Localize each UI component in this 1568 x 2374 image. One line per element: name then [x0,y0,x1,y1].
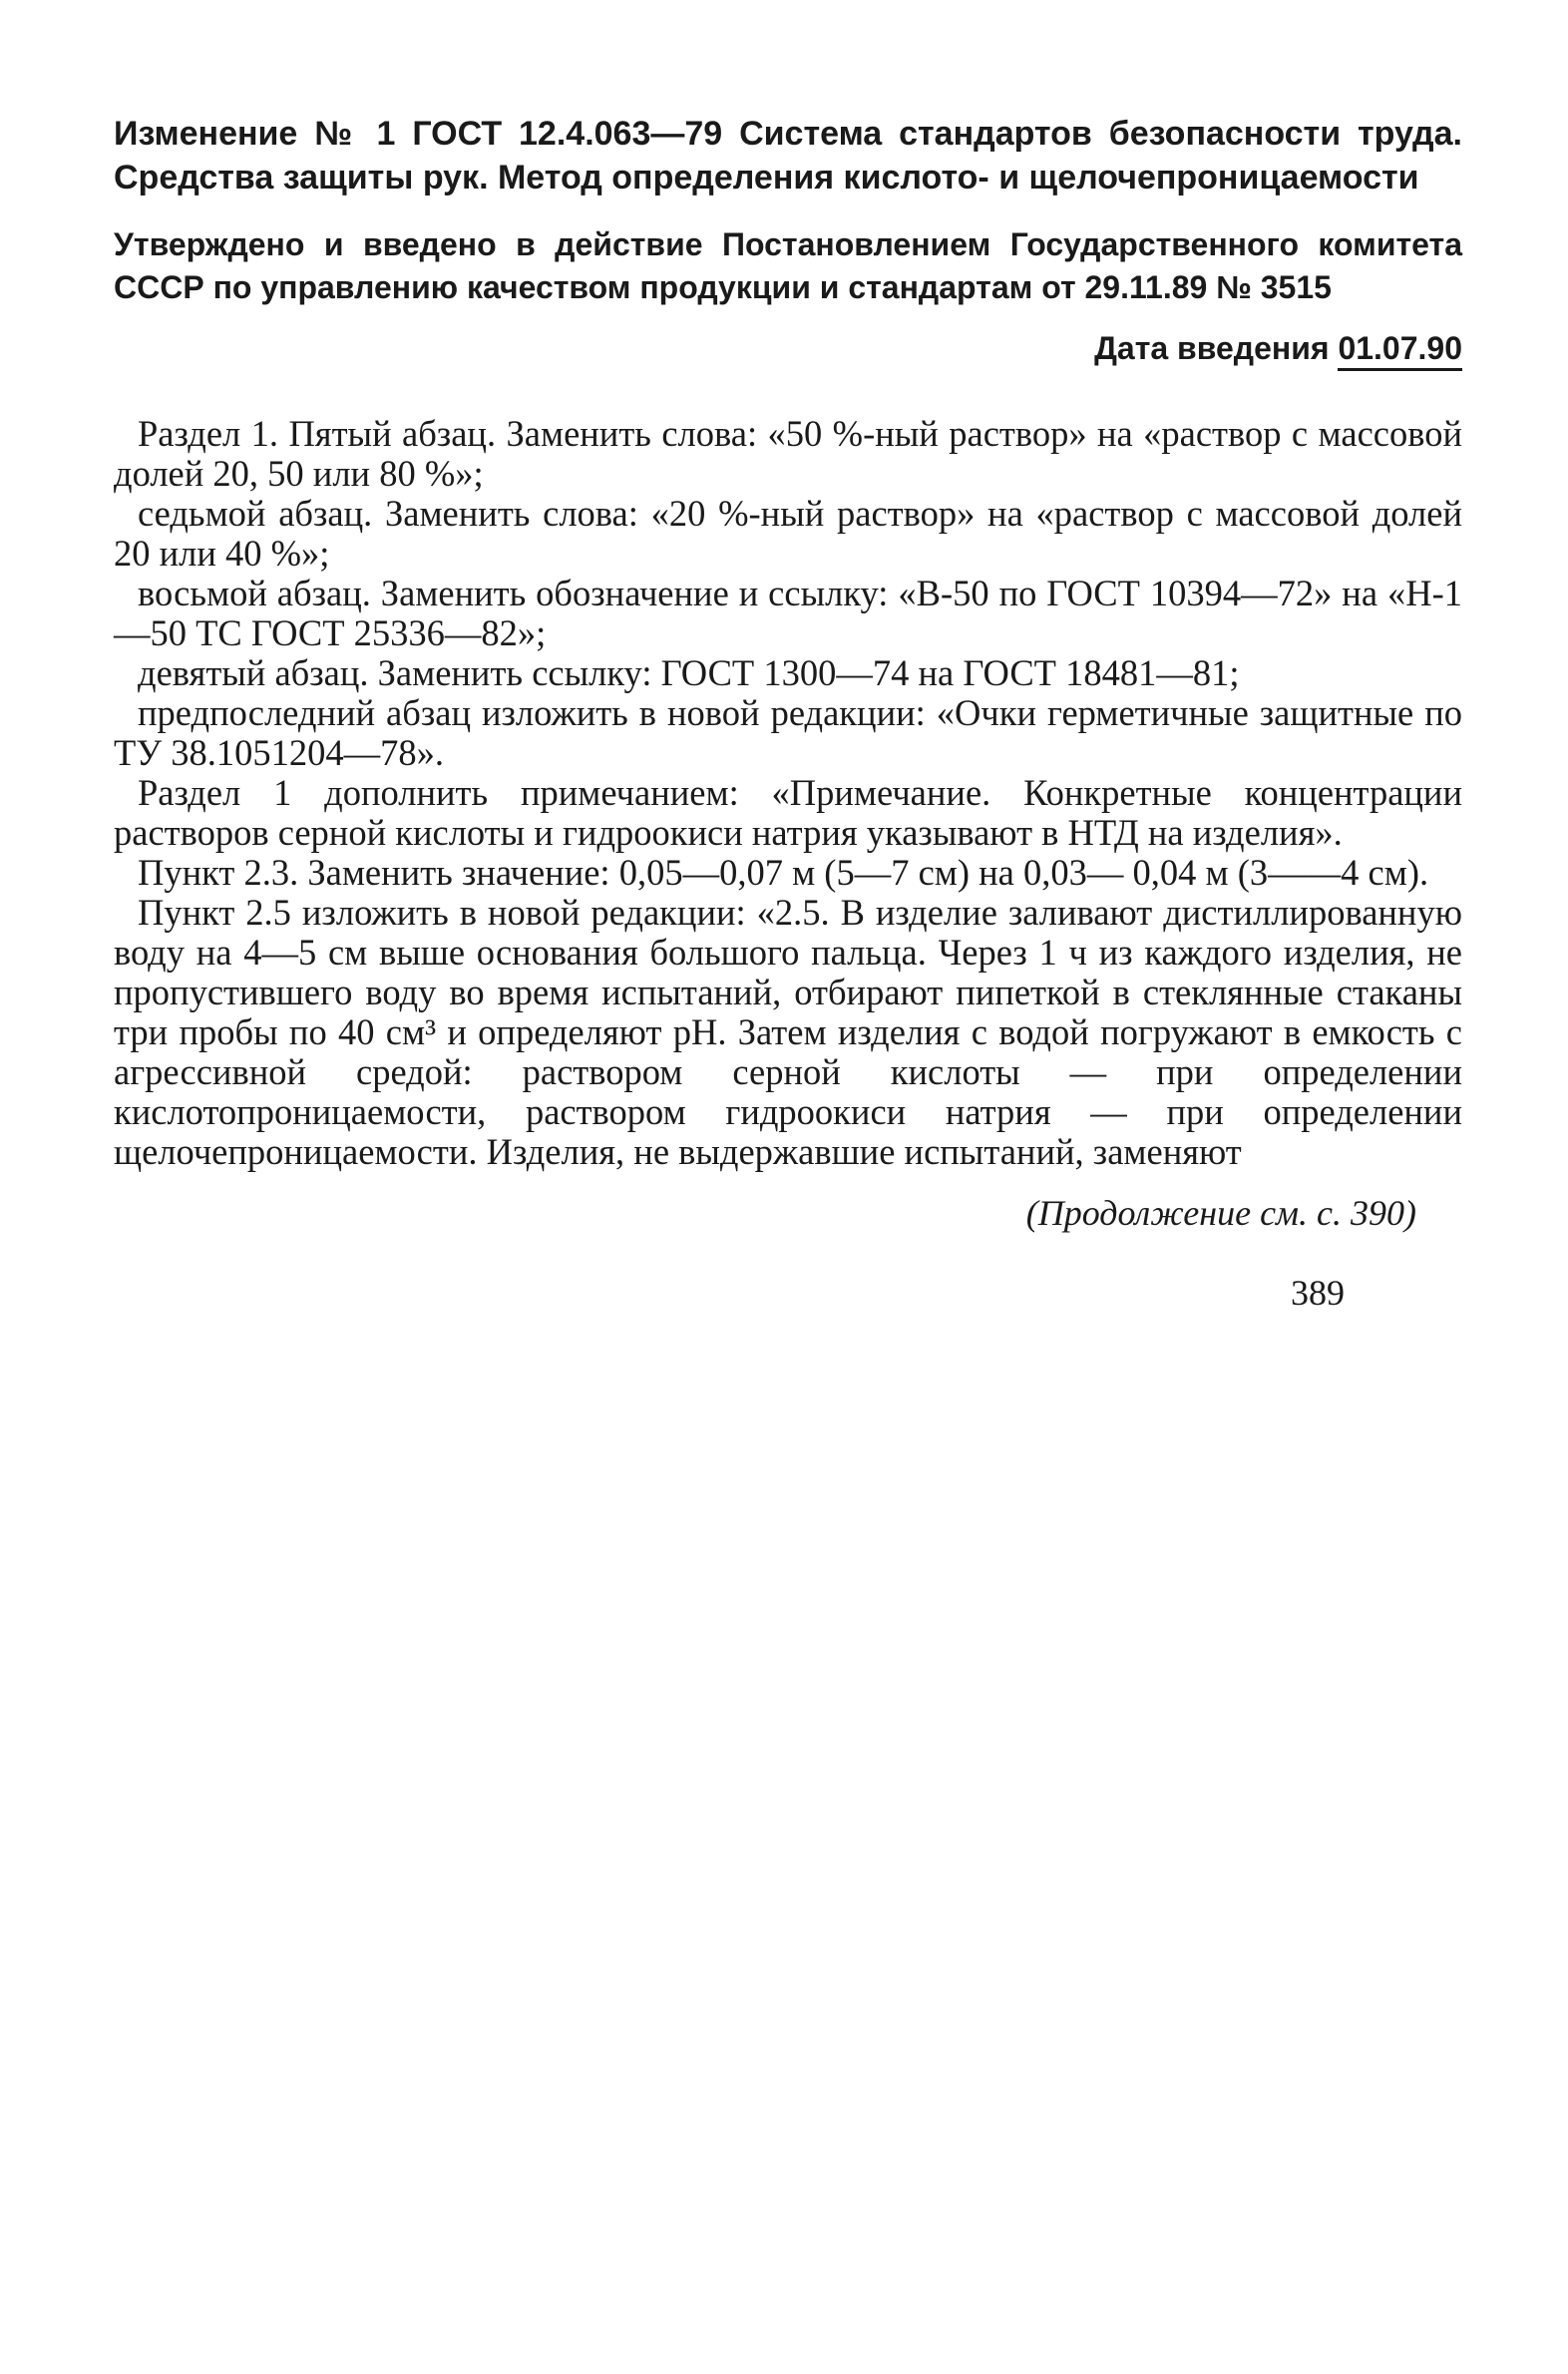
continuation-note: (Продолжение см. с. 390) [1025,1193,1416,1233]
approval-statement: Утверждено и введено в действие Постановлением Государственного комитета СССР по управлению качеством продукции и стандартам от 29.11.89 № 3515 [114,226,1462,305]
paragraph: Пункт 2.5 изложить в новой редакции: «2.5. В изделие заливают дистиллированную воду на 4—5 см выше основания большого пальца. Через 1 ч из каждого изделия, не пропустившего воду во время испытаний, отбирают пипеткой в стеклянные стаканы три пробы по 40 см³ и определяют pH. Затем изделия с водой погружают в емкость с агрессивной средой: раствором серной кислоты — при определении кислотопроницаемости, раствором гидроокиси натрия — при определении щелочепроницаемости. Изделия, не выдержавшие испытаний, заменяют [114,892,1462,1172]
page-number: 389 [1291,1273,1345,1313]
paragraph: девятый абзац. Заменить ссылку: ГОСТ 1300—74 на ГОСТ 18481—81; [138,652,1240,693]
introduction-date-value: 01.07.90 [1338,330,1462,371]
introduction-date [114,327,1462,370]
introduction-date-label: Дата введения [1094,330,1330,366]
paragraph: восьмой абзац. Заменить обозначение и ссылку: «В-50 по ГОСТ 10394—72» на «Н-1—50 ТС ГОСТ 25336—82»; [114,573,1462,653]
document-page [114,112,1462,1314]
paragraph: седьмой абзац. Заменить слова: «20 %-ный раствор» на «раствор с массовой долей 20 или 40 %»; [114,493,1462,574]
amendment-body [114,414,1462,1172]
paragraph: Раздел 1 дополнить примечанием: «Примечание. Конкретные концентрации растворов серной кислоты и гидроокиси натрия указывают в НТД на изделия». [114,772,1462,853]
document-title: Изменение № 1 ГОСТ 12.4.063—79 Система стандартов безопасности труда. Средства защиты рук. Метод определения кислото- и щелочепроницаемости [114,115,1462,197]
paragraph: Раздел 1. Пятый абзац. Заменить слова: «50 %-ный раствор» на «раствор с массовой долей 20, 50 или 80 %»; [114,413,1462,494]
paragraph: Пункт 2.3. Заменить значение: 0,05—0,07 м (5—7 см) на 0,03— 0,04 м (3——4 см). [138,852,1429,893]
paragraph: предпоследний абзац изложить в новой редакции: «Очки герметичные защитные по ТУ 38.1051204—78». [114,692,1462,773]
